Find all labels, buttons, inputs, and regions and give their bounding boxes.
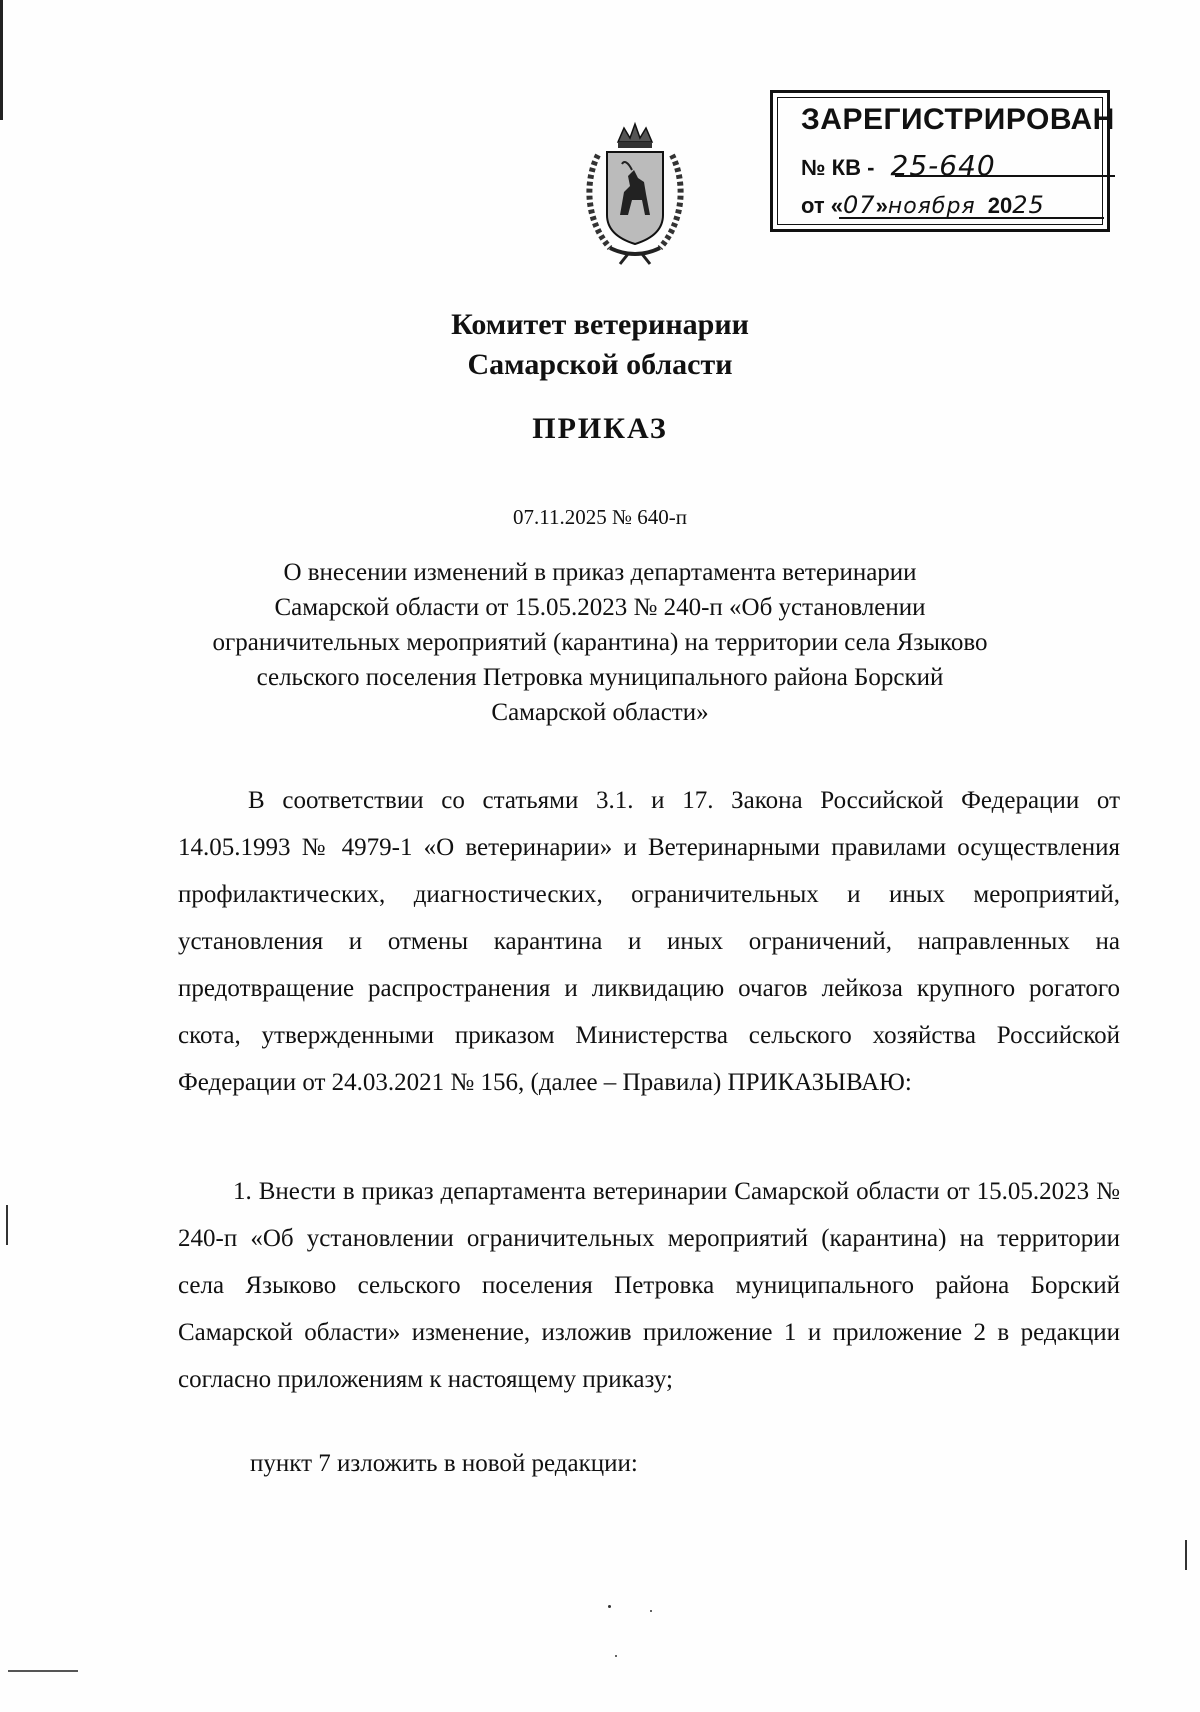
- subject-line: Самарской области»: [491, 699, 709, 726]
- scan-speck: [6, 1205, 8, 1245]
- stamp-number-handwritten: 25-640: [890, 149, 996, 182]
- document-subject: [0, 555, 1200, 730]
- body-paragraph-item-7-intro: пункт 7 изложить в новой редакции:: [250, 1450, 638, 1477]
- organization-line-2: Самарской области: [467, 348, 733, 381]
- stamp-date-underline: [839, 217, 1104, 219]
- subject-line: Самарской области от 15.05.2023 № 240-п «Об установлении: [274, 594, 926, 621]
- stamp-date-month: ноября: [887, 194, 976, 219]
- item-1-text: 1. Внести в приказ департамента ветеринарии Самарской области от 15.05.2023 № 240-п «Об установлении ограничительных мероприятий (карантина) на территории села Языково сельского поселения Петровка муниципального района Борский Самарской области» изменение, изложив приложение 1 и приложение 2 в редакции согласно приложениям к настоящему приказу;: [178, 1178, 1120, 1393]
- stamp-number-underline: [895, 175, 1115, 177]
- stamp-number-row: [801, 149, 996, 182]
- stamp-date-mid: »: [875, 193, 888, 218]
- stamp-year-prefix: 20: [987, 193, 1013, 218]
- scan-border-mark: [0, 0, 3, 120]
- stamp-date-day: 07: [843, 191, 876, 219]
- preamble-text: В соответствии со статьями 3.1. и 17. Закона Российской Федерации от 14.05.1993 № 4979-1 «О ветеринарии» и Ветеринарными правилами осуществления профилактических, диагностических, ограничительных и иных мероприятий, установления и отмены карантина и иных ограничений, направленных на предотвращение распространения и ликвидацию очагов лейкоза крупного рогатого скота, утвержденными приказом Министерства сельского хозяйства Российской Федерации от 24.03.2021 № 156, (далее – Правила) ПРИКАЗЫВАЮ:: [178, 787, 1120, 1096]
- subject-line: сельского поселения Петровка муниципального района Борский: [256, 664, 944, 691]
- document-type-title: ПРИКАЗ: [532, 412, 668, 445]
- samara-coat-of-arms-icon: [580, 120, 690, 265]
- body-paragraph-preamble: [178, 777, 1120, 1106]
- body-paragraph-item-1: [178, 1168, 1120, 1403]
- organization-name: [0, 305, 1200, 385]
- stamp-year-suffix: 25: [1012, 191, 1045, 219]
- scan-speck: [1185, 1540, 1187, 1570]
- stamp-number-prefix: № КВ -: [801, 155, 875, 180]
- organization-line-1: Комитет ветеринарии: [451, 308, 749, 341]
- scan-speck: [608, 1605, 611, 1608]
- scan-border-mark-bottom: [8, 1670, 78, 1672]
- scan-speck: [615, 1655, 617, 1657]
- stamp-title: ЗАРЕГИСТРИРОВАН: [801, 103, 1115, 136]
- document-date-number: 07.11.2025 № 640-п: [513, 505, 687, 529]
- registration-stamp: [770, 90, 1115, 232]
- scan-speck: [650, 1610, 652, 1612]
- subject-line: ограничительных мероприятий (карантина) на территории села Языково: [212, 629, 988, 656]
- subject-line: О внесении изменений в приказ департамента ветеринарии: [283, 559, 917, 586]
- stamp-date-prefix: от «: [801, 193, 844, 218]
- stamp-date-row: [801, 191, 1045, 219]
